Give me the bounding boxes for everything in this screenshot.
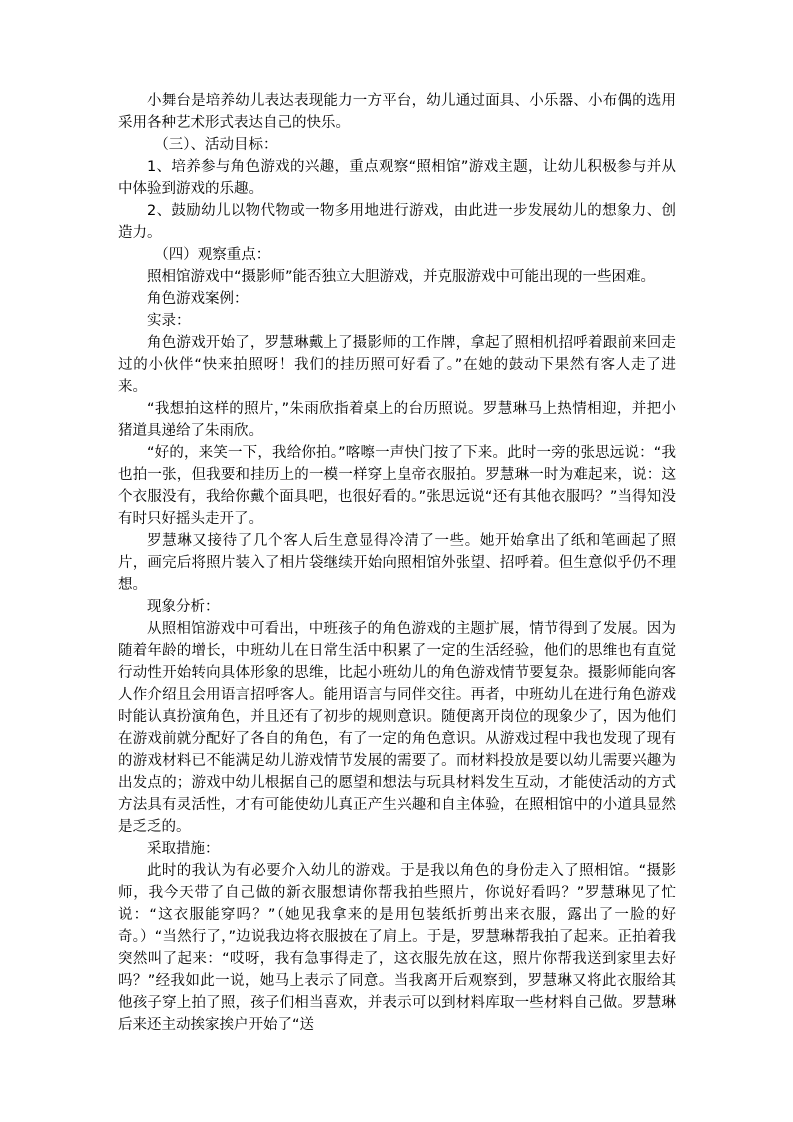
section-heading-goals: （三）、活动目标：: [154, 137, 278, 153]
analysis-heading: 现象分析：: [147, 599, 220, 615]
record-heading: 实录：: [147, 313, 191, 329]
analysis-paragraph: 从照相馆游戏中可看出，中班孩子的角色游戏的主题扩展，情节得到了发展。因为随着年龄的增长，中班幼儿在日常生活中积累了一定的生活经验，他们的思维也有直觉行动性开始转向具体形象的思维，比起小班幼儿的角色游戏情节要复杂。摄影师能向客人作介绍且会用语言招呼客人。能用语言与同伴交往。再者，中班幼儿在进行角色游戏时能认真扮演角色，并且还有了初步的规则意识。随便离开岗位的现象少了，因为他们在游戏前就分配好了各自的角色，有了一定的角色意识。从游戏过程中我也发现了现有的游戏材料已不能满足幼儿游戏情节发展的需要了。而材料投放是要以幼儿需要兴趣为出发点的；游戏中幼儿根据自己的愿望和想法与玩具材料发生互动，才能使活动的方式方法具有灵活性，才有可能使幼儿真正产生兴趣和自主体验，在照相馆中的小道具显然是乏乏的。: [118, 621, 676, 835]
measures-paragraph: 此时的我认为有必要介入幼儿的游戏。于是我以角色的身份走入了照相馆。“摄影师，我今天带了自己做的新衣服想请你帮我拍些照片，你说好看吗？”罗慧琳见了忙说：“这衣服能穿吗？”（她见我拿来的是用包装纸折剪出来衣服，露出了一脸的好奇。）“当然行了，”边说我边将衣服披在了肩上。于是，罗慧琳帮我拍了起来。正拍着我突然叫了起来：“哎呀，我有急事得走了，这衣服先放在这，照片你帮我送到家里去好吗？”经我如此一说，她马上表示了同意。当我离开后观察到，罗慧琳又将此衣服给其他孩子穿上拍了照，孩子们相当喜欢，并表示可以到材料库取一些材料自己做。罗慧琳后来还主动挨家挨户开始了“送: [118, 863, 676, 1033]
document-page: [118, 90, 676, 1036]
record-paragraph-1: 角色游戏开始了，罗慧琳戴上了摄影师的工作牌，拿起了照相机招呼着跟前来回走过的小伙伴“快来拍照呀！我们的挂历照可好看了。”在她的鼓动下果然有客人走了进来。: [118, 335, 676, 395]
section-heading-focus: （四）观察重点：: [154, 247, 271, 263]
record-paragraph-4: 罗慧琳又接待了几个客人后生意显得冷清了一些。她开始拿出了纸和笔画起了照片，画完后将照片装入了相片袋继续开始向照相馆外张望、招呼着。但生意似乎仍不理想。: [118, 533, 676, 593]
focus-paragraph: 照相馆游戏中“摄影师”能否独立大胆游戏，并克服游戏中可能出现的一些困难。: [147, 269, 656, 285]
measures-heading: 采取措施：: [147, 841, 220, 857]
record-paragraph-3: “好的，来笑一下，我给你拍。”喀嚓一声快门按了下来。此时一旁的张思远说：“我也拍一张，但我要和挂历上的一模一样穿上皇帝衣服拍。罗慧琳一时为难起来，说：这个衣服没有，我给你戴个面具吧，也很好看的。”张思远说“还有其他衣服吗？”当得知没有时只好摇头走开了。: [118, 445, 676, 527]
goal-item-1: 1、培养参与角色游戏的兴趣，重点观察“照相馆”游戏主题，让幼儿积极参与并从中体验到游戏的乐趣。: [118, 159, 676, 197]
case-heading: 角色游戏案例：: [147, 291, 249, 307]
record-paragraph-2: “我想拍这样的照片，”朱雨欣指着桌上的台历照说。罗慧琳马上热情相迎，并把小猪道具递给了朱雨欣。: [118, 401, 676, 439]
goal-item-2: 2、鼓励幼儿以物代物或一物多用地进行游戏，由此进一步发展幼儿的想象力、创造力。: [118, 203, 676, 241]
intro-paragraph: 小舞台是培养幼儿表达表现能力一方平台，幼儿通过面具、小乐器、小布偶的选用采用各种艺术形式表达自己的快乐。: [118, 93, 676, 131]
